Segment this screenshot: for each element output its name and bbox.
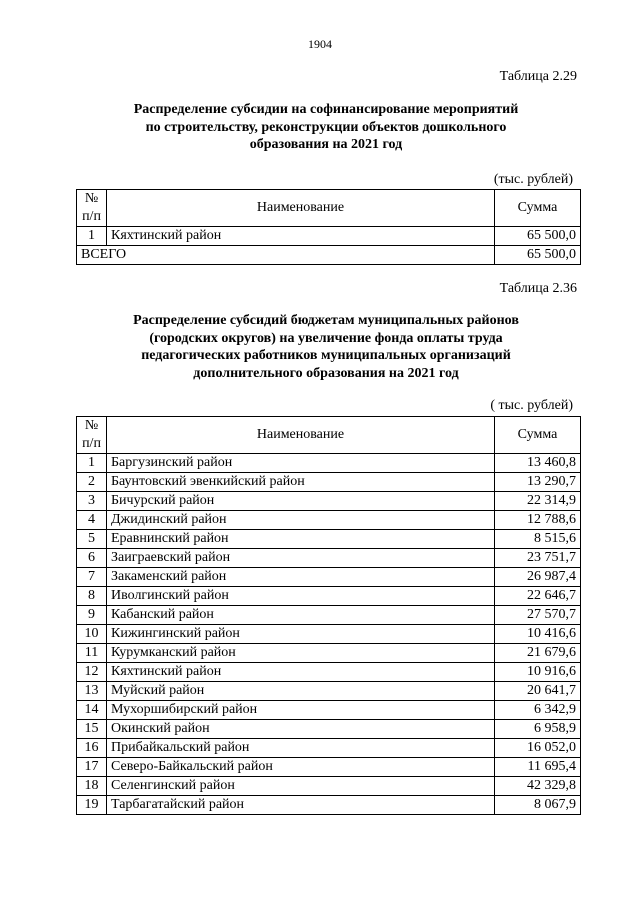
row-sum: 27 570,7 — [495, 606, 581, 625]
header-num-line2: п/п — [82, 209, 101, 224]
row-name: Селенгинский район — [107, 777, 495, 796]
row-sum: 11 695,4 — [495, 758, 581, 777]
row-name: Кижингинский район — [107, 625, 495, 644]
row-num: 8 — [77, 587, 107, 606]
row-name: Еравнинский район — [107, 530, 495, 549]
table-2-36-title-line: педагогических работников муниципальных организаций — [141, 348, 511, 363]
row-name: Северо-Байкальский район — [107, 758, 495, 777]
row-sum: 20 641,7 — [495, 682, 581, 701]
header-sum: Сумма — [495, 190, 581, 227]
row-num: 11 — [77, 644, 107, 663]
row-num: 1 — [77, 454, 107, 473]
row-num: 12 — [77, 663, 107, 682]
row-sum: 42 329,8 — [495, 777, 581, 796]
row-name: Джидинский район — [107, 511, 495, 530]
row-name: Баргузинский район — [107, 454, 495, 473]
table-row — [77, 549, 581, 568]
header-name: Наименование — [107, 190, 495, 227]
total-sum: 65 500,0 — [495, 246, 581, 265]
row-num: 5 — [77, 530, 107, 549]
table-row — [77, 568, 581, 587]
table-row — [77, 227, 581, 246]
table-2-36-title-line: дополнительного образования на 2021 год — [193, 365, 459, 381]
table-row — [77, 587, 581, 606]
total-label: ВСЕГО — [77, 246, 495, 265]
table-2-36-title — [70, 312, 582, 382]
row-num: 16 — [77, 739, 107, 758]
table-2-29-title-line: образования на 2021 год — [249, 137, 403, 152]
row-sum: 8 515,6 — [495, 530, 581, 549]
row-sum: 21 679,6 — [495, 644, 581, 663]
header-sum: Сумма — [495, 417, 581, 454]
row-name: Прибайкальский район — [107, 739, 495, 758]
row-name: Иволгинский район — [107, 587, 495, 606]
table-2-29-title — [70, 101, 582, 154]
row-num: 1 — [77, 227, 107, 246]
header-num — [77, 417, 107, 454]
row-num: 4 — [77, 511, 107, 530]
row-name: Бичурский район — [107, 492, 495, 511]
table-row — [77, 720, 581, 739]
row-sum: 13 460,8 — [495, 454, 581, 473]
table-row — [77, 777, 581, 796]
row-name: Кяхтинский район — [107, 227, 495, 246]
table-2-36-body — [77, 454, 581, 815]
table-row — [77, 663, 581, 682]
row-name: Заиграевский район — [107, 549, 495, 568]
total-row — [77, 246, 581, 265]
row-sum: 23 751,7 — [495, 549, 581, 568]
row-name: Муйский район — [107, 682, 495, 701]
row-sum: 22 314,9 — [495, 492, 581, 511]
row-num: 10 — [77, 625, 107, 644]
row-sum: 10 416,6 — [495, 625, 581, 644]
row-name: Кабанский район — [107, 606, 495, 625]
table-2-29 — [76, 189, 581, 265]
row-sum: 6 342,9 — [495, 701, 581, 720]
row-sum: 10 916,6 — [495, 663, 581, 682]
row-name: Кяхтинский район — [107, 663, 495, 682]
row-name: Окинский район — [107, 720, 495, 739]
row-num: 6 — [77, 549, 107, 568]
row-sum: 26 987,4 — [495, 568, 581, 587]
table-2-36-units: ( тыс. рублей) — [490, 398, 573, 413]
header-num-line1: № — [84, 418, 99, 433]
row-sum: 22 646,7 — [495, 587, 581, 606]
table-row — [77, 739, 581, 758]
header-num — [77, 190, 107, 227]
table-header-row — [77, 417, 581, 454]
table-2-36 — [76, 416, 581, 815]
row-num: 18 — [77, 777, 107, 796]
row-sum: 8 067,9 — [495, 796, 581, 815]
table-row — [77, 796, 581, 815]
row-num: 3 — [77, 492, 107, 511]
row-num: 7 — [77, 568, 107, 587]
row-sum: 65 500,0 — [495, 227, 581, 246]
row-num: 19 — [77, 796, 107, 815]
table-row — [77, 530, 581, 549]
table-2-36-title-line: (городских округов) на увеличение фонда оплаты труда — [149, 330, 503, 346]
row-name: Закаменский район — [107, 568, 495, 587]
row-sum: 6 958,9 — [495, 720, 581, 739]
table-row — [77, 758, 581, 777]
table-2-29-label: Таблица 2.29 — [499, 69, 577, 84]
table-row — [77, 682, 581, 701]
header-name: Наименование — [107, 417, 495, 454]
row-num: 15 — [77, 720, 107, 739]
row-sum: 16 052,0 — [495, 739, 581, 758]
table-row — [77, 606, 581, 625]
page-number: 1904 — [308, 37, 332, 51]
row-num: 13 — [77, 682, 107, 701]
table-row — [77, 492, 581, 511]
row-num: 17 — [77, 758, 107, 777]
table-2-29-title-line: по строительству, реконструкции объектов дошкольного — [145, 119, 507, 135]
row-name: Мухоршибирский район — [107, 701, 495, 720]
table-row — [77, 473, 581, 492]
table-2-36-label: Таблица 2.36 — [499, 281, 577, 296]
row-num: 9 — [77, 606, 107, 625]
row-num: 14 — [77, 701, 107, 720]
table-2-29-units: (тыс. рублей) — [493, 172, 573, 187]
header-num-line2: п/п — [82, 436, 101, 451]
table-row — [77, 625, 581, 644]
table-row — [77, 644, 581, 663]
row-sum: 12 788,6 — [495, 511, 581, 530]
row-name: Курумканский район — [107, 644, 495, 663]
table-row — [77, 511, 581, 530]
table-header-row — [77, 190, 581, 227]
table-2-36-title-line: Распределение субсидий бюджетам муниципальных районов — [133, 313, 519, 328]
table-2-29-title-line: Распределение субсидии на софинансирование мероприятий — [133, 102, 519, 117]
table-row — [77, 454, 581, 473]
row-num: 2 — [77, 473, 107, 492]
row-name: Баунтовский эвенкийский район — [107, 473, 495, 492]
table-row — [77, 701, 581, 720]
row-name: Тарбагатайский район — [107, 796, 495, 815]
header-num-line1: № — [84, 191, 99, 206]
row-sum: 13 290,7 — [495, 473, 581, 492]
